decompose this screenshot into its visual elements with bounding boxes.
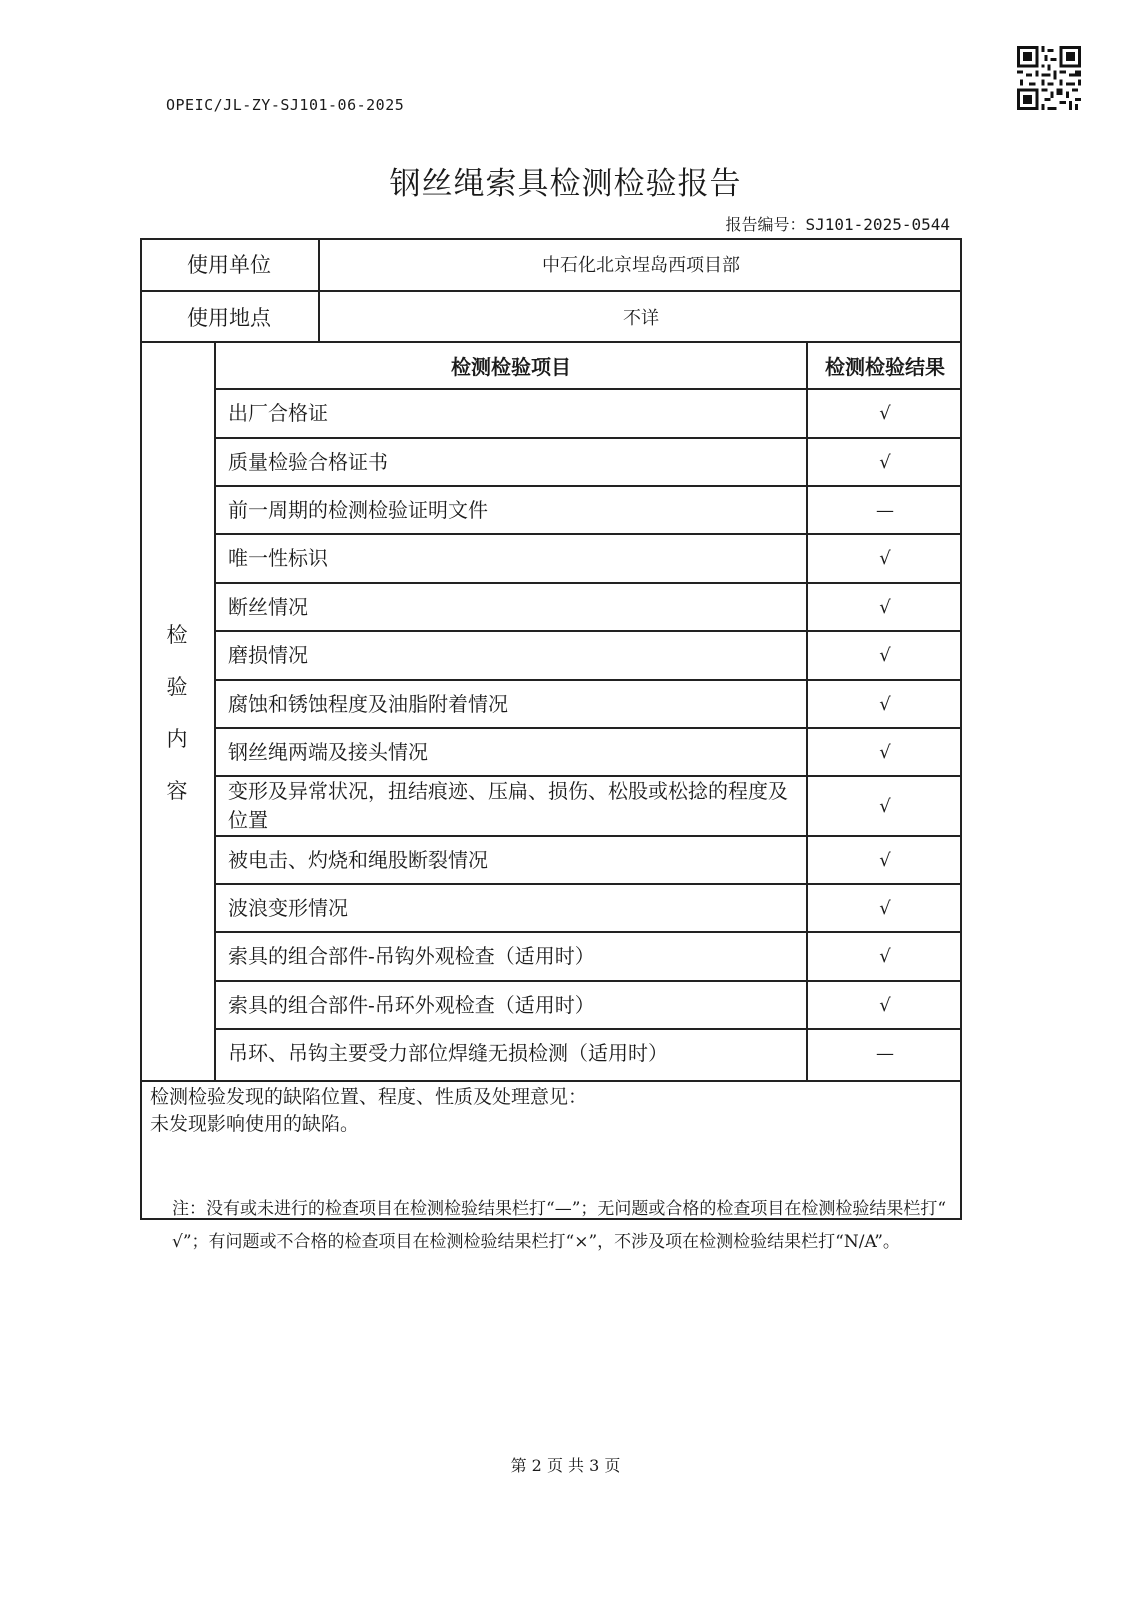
- inspection-table: [140, 238, 980, 1220]
- inspection-item: 波浪变形情况: [228, 895, 348, 920]
- inspection-item: 吊环、吊钩主要受力部位焊缝无损检测（适用时）: [228, 1041, 668, 1065]
- inspection-item: 质量检验合格证书: [228, 449, 388, 474]
- table-rule: [140, 1080, 962, 1082]
- inspection-item: 被电击、灼烧和绳股断裂情况: [228, 847, 488, 872]
- report-title: 钢丝绳索具检测检验报告: [389, 166, 742, 202]
- inspection-content-label: [140, 342, 214, 1082]
- inspection-item: 腐蚀和锈蚀程度及油脂附着情况: [228, 691, 508, 716]
- report-number-label: 报告编号：: [725, 215, 806, 234]
- inspection-result: √: [879, 994, 891, 1016]
- location-label: 使用地点: [187, 305, 271, 330]
- location-value: 不详: [623, 307, 659, 329]
- report-number-value: SJ101-2025-0544: [805, 215, 950, 234]
- inspection-result: √: [879, 897, 891, 919]
- side-char: 容: [166, 779, 188, 803]
- inspection-item: 磨损情况: [228, 643, 308, 667]
- inspection-result: √: [879, 403, 891, 424]
- side-char: 内: [166, 727, 188, 751]
- side-char: 验: [166, 675, 188, 699]
- inspection-item: 唯一性标识: [228, 546, 328, 570]
- inspection-item: 前一周期的检测检验证明文件: [228, 497, 488, 522]
- inspection-result: —: [876, 1043, 894, 1064]
- inspection-result: √: [879, 946, 891, 967]
- inspection-result: √: [879, 645, 891, 666]
- unit-value: 中石化北京埕岛西项目部: [542, 255, 740, 276]
- findings-label: 检测检验发现的缺陷位置、程度、性质及处理意见：: [150, 1086, 588, 1108]
- findings-section: [150, 1084, 950, 1137]
- report-number: [725, 212, 950, 235]
- inspection-item: 变形及异常状况，扭结痕迹、压扁、损伤、松股或松捻的程度及位置: [228, 779, 788, 832]
- inspection-item: 断丝情况: [228, 594, 308, 619]
- footnote: 注：没有或未进行的检查项目在检测检验结果栏打“—”；无问题或合格的检查项目在检测检验结果栏打“ √”；有问题或不合格的检查项目在检测检验结果栏打“×”，不涉及项在检测检验结果栏打“N/A”。: [172, 1199, 947, 1252]
- qr-code-icon: [1017, 46, 1081, 110]
- inspection-item: 索具的组合部件-吊环外观检查（适用时）: [228, 992, 595, 1017]
- findings-text: 未发现影响使用的缺陷。: [150, 1112, 360, 1135]
- inspection-result: √: [879, 741, 891, 763]
- inspection-result: √: [879, 693, 891, 715]
- inspection-result: —: [876, 499, 894, 521]
- inspection-result: √: [879, 795, 891, 817]
- column-header-item: 检测检验项目: [451, 354, 571, 379]
- inspection-item: 索具的组合部件-吊钩外观检查（适用时）: [228, 944, 595, 968]
- column-header-result: 检测检验结果: [825, 354, 945, 379]
- doc-code: OPEIC/JL-ZY-SJ101-06-2025: [166, 96, 405, 114]
- unit-label: 使用单位: [187, 253, 271, 277]
- inspection-item: 出厂合格证: [228, 401, 328, 425]
- page-number: 第 2 页 共 3 页: [510, 1456, 621, 1475]
- inspection-result: √: [879, 548, 891, 569]
- inspection-result: √: [879, 451, 891, 473]
- inspection-result: √: [879, 596, 891, 618]
- inspection-result: √: [879, 849, 891, 871]
- side-char: 检: [166, 623, 188, 647]
- inspection-item: 钢丝绳两端及接头情况: [228, 739, 428, 764]
